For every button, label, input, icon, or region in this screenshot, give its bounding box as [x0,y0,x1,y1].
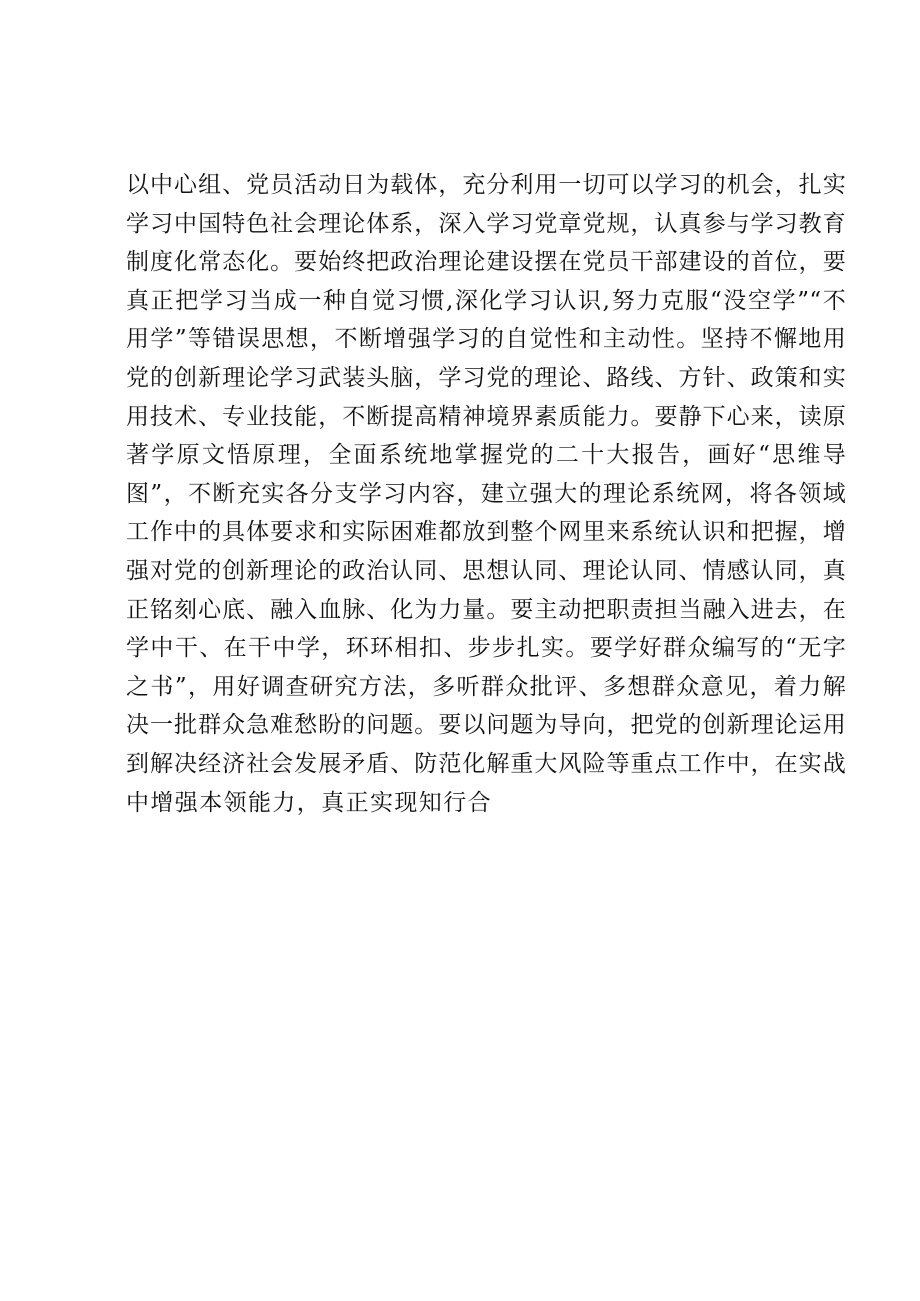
text-line: 用学”等错误思想，不断增强学习的自觉性和主动性。坚持不懈地用 [126,326,846,353]
text-line: 工作中的具体要求和实际困难都放到整个网里来系统认识和把握，增 [126,519,846,546]
text-line: 著学原文悟原理，全面系统地掌握党的二十大报告，画好“思维导 [126,442,846,469]
text-line: 真正把学习当成一种自觉习惯,深化学习认识,努力克服“没空学”“不 [126,287,846,314]
text-line: 到解决经济社会发展矛盾、防范化解重大风险等重点工作中，在实战 [126,750,846,777]
text-line: 以中心组、党员活动日为载体，充分利用一切可以学习的机会，扎实 [126,172,846,198]
text-line: 强对党的创新理论的政治认同、思想认同、理论认同、情感认同，真 [126,557,846,584]
text-line: 之书”，用好调查研究方法，多听群众批评、多想群众意见，着力解 [126,673,846,700]
text-line: 党的创新理论学习武装头脑，学习党的理论、路线、方针、政策和实 [126,364,846,391]
text-line: 学习中国特色社会理论体系，深入学习党章党规，认真参与学习教育 [126,210,846,237]
text-line: 中增强本领能力，真正实现知行合 [126,789,492,816]
text-line: 用技术、专业技能，不断提高精神境界素质能力。要静下心来，读原 [126,403,846,430]
text-line: 制度化常态化。要始终把政治理论建设摆在党员干部建设的首位，要 [126,249,846,276]
text-line: 决一批群众急难愁盼的问题。要以问题为导向，把党的创新理论运用 [126,712,846,739]
body-paragraph [126,166,846,822]
text-line: 图”，不断充实各分支学习内容，建立强大的理论系统网，将各领域 [126,480,846,507]
text-line: 学中干、在干中学，环环相扣、步步扎实。要学好群众编写的“无字 [126,635,846,662]
text-line: 正铭刻心底、融入血脉、化为力量。要主动把职责担当融入进去，在 [126,596,846,623]
